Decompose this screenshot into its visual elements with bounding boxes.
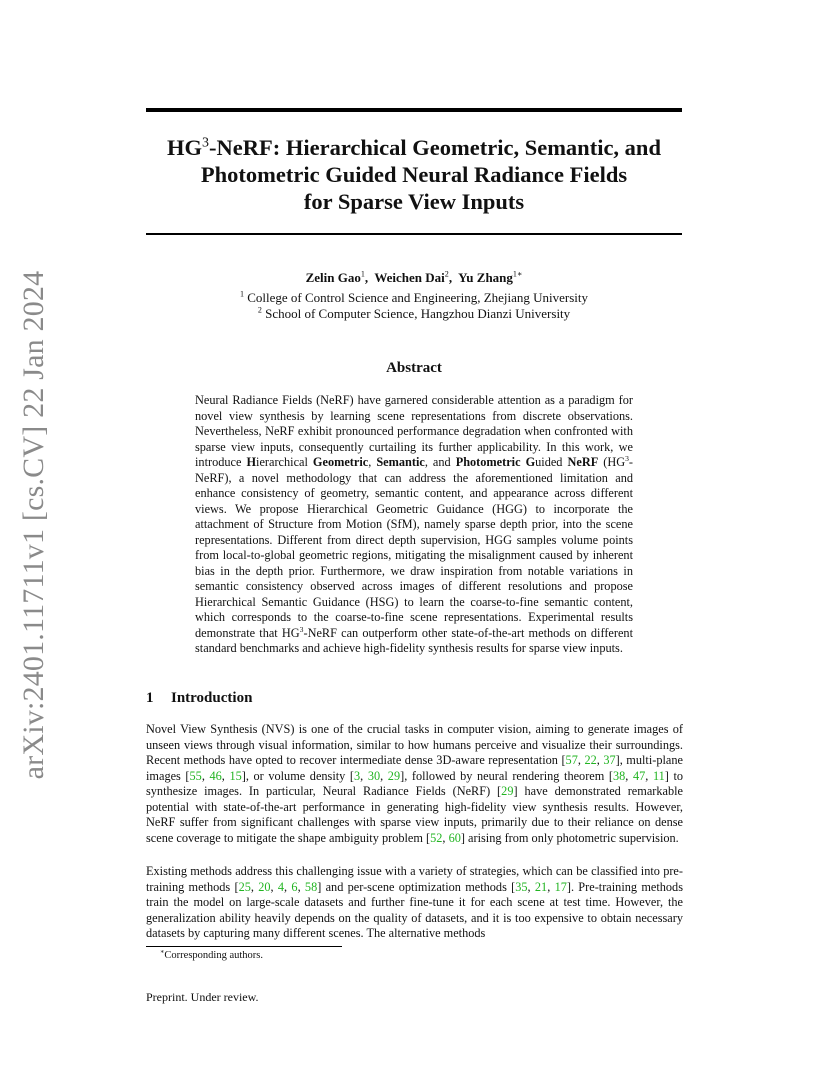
citation-link[interactable]: 47 (632, 768, 646, 783)
title-top-rule (146, 108, 682, 112)
citation-link[interactable]: 21 (534, 879, 548, 894)
citation-link[interactable]: 46 (209, 768, 222, 783)
citation-link[interactable]: 38 (613, 768, 626, 783)
author: Weichen Dai$^2$ (374, 269, 449, 285)
abstract-heading: Abstract (386, 360, 442, 376)
author-list (146, 270, 682, 286)
citation-link[interactable]: 58 (304, 879, 318, 894)
citation-link[interactable]: 11 (652, 768, 665, 783)
citation-link[interactable]: 30 (367, 768, 381, 783)
title-line-2: Photometric Guided Neural Radiance Fields (200, 162, 628, 187)
footnote: ∗Corresponding authors. (160, 948, 263, 961)
citation-link[interactable]: 35 (515, 879, 528, 894)
citation-link[interactable]: 29 (501, 784, 514, 798)
affiliation: $^1$ College of Control Science and Engineering, Zhejiang University (239, 289, 589, 305)
citation-link[interactable]: 60 (448, 830, 461, 845)
citation-link[interactable]: 6 (291, 879, 298, 894)
title-line-1 (146, 134, 682, 161)
title-superscript: 3 (202, 135, 209, 151)
citation-link[interactable]: 57 (565, 753, 578, 767)
section-title: Introduction (171, 690, 253, 706)
title-line-1-post: -NeRF: Hierarchical Geometric, Semantic, and (209, 135, 661, 160)
preprint-note: Preprint. Under review. (146, 990, 259, 1004)
footnote-rule (146, 946, 342, 947)
citation-link[interactable]: 15 (229, 768, 242, 783)
title-bottom-rule (146, 233, 682, 235)
author-separator: , (364, 270, 369, 285)
citation-link[interactable]: 25 (238, 879, 251, 894)
citation-link[interactable]: 55 (189, 768, 202, 783)
citation-link[interactable]: 22 (584, 753, 597, 767)
citation-link[interactable]: 52 (430, 830, 443, 845)
paper-title (146, 134, 682, 215)
section-heading-introduction (146, 690, 252, 707)
arxiv-stamp-text: arXiv:2401.11711v1 [cs.CV] 22 Jan 2024 (17, 270, 50, 780)
intro-paragraph-1: Novel View Synthesis (NVS) is one of the crucial tasks in computer vision, aiming to generate images of unseen views through visual information, similar to how humans perceive and visualize their surroundings. Recent methods have opted to recover intermediate dense 3D-aware representation [57, 22, 37], multi-plane images [55, 46, 15], or volume density [3, 30, 29], followed by neural rendering theorem [38, 47, 11] to synthesize images. In particular, Neural Radiance Fields (NeRF) [29] have demonstrated remarkable potential with state-of-the-art performance in generating high-fidelity view synthesis results. However, NeRF suffer from significant challenges with sparse view inputs, primarily due to their reliance on dense scene coverage to mitigate the shape ambiguity problem [52, 60] arising from only photometric supervision. (146, 722, 684, 845)
citation-link[interactable]: 4 (277, 879, 285, 894)
title-line-1-pre: HG (167, 135, 203, 160)
author: Yu Zhang$^{1∗}$ (458, 269, 523, 285)
author-separator: , (448, 270, 453, 285)
citation-link[interactable]: 37 (603, 753, 616, 767)
title-line-3: for Sparse View Inputs (303, 189, 525, 214)
arxiv-stamp (10, 270, 58, 780)
citation-link[interactable]: 20 (258, 879, 271, 894)
intro-paragraph-2: Existing methods address this challenging issue with a variety of strategies, which can be classified into pre-training methods [25, 20, 4, 6, 58] and per-scene optimization methods [35, 21, 17]. Pre-training methods train the model on large-scale datasets and further fine-tune it for each scene at test time. However, the generalization ability heavily depends on the quality of datasets, and it is too expensive to obtain necessary datasets by capturing many different scenes. The alternative methods (146, 864, 683, 940)
citation-link[interactable]: 17 (554, 879, 567, 894)
citation-link[interactable]: 29 (387, 768, 401, 783)
citation-link[interactable]: 3 (354, 768, 361, 783)
section-number: 1 (146, 690, 154, 706)
author: Zelin Gao$^1$ (305, 269, 365, 285)
abstract-body: Neural Radiance Fields (NeRF) have garnered considerable attention as a paradigm for novel view synthesis by learning scene representations from discrete observations. Nevertheless, NeRF exhibit pronounced performance degradation when confronted with sparse view inputs, consequently curtailing its further applicability. In this work, we introduce Hierarchical Geometric, Semantic, and Photometric Guided NeRF $(HG^3-NeRF)$, a novel methodology that can address the aforementioned limitation and enhance consistency of geometry, semantic content, and appearance across different views. We propose Hierarchical Geometric Guidance (HGG) to incorporate the attachment of Structure from Motion (SfM), namely sparse depth prior, into the scene representations. Different from direct depth supervision, HGG samples volume points from local-to-global geometric regions, mitigating the misalignment caused by inherent bias in the depth prior. Furthermore, we draw inspiration from notable variations in semantic consistency observed across images of different resolutions and propose Hierarchical Semantic Guidance (HSG) to learn the coarse-to-fine semantic content, which corresponds to the coarse-to-fine scene representations. Experimental results demonstrate that $HG^3$-NeRF can outperform other state-of-the-art methods on different standard benchmarks and achieve high-fidelity synthesis results for sparse view inputs. (195, 393, 634, 655)
affiliation: $^2$ School of Computer Science, Hangzhou Dianzi University (257, 305, 571, 321)
